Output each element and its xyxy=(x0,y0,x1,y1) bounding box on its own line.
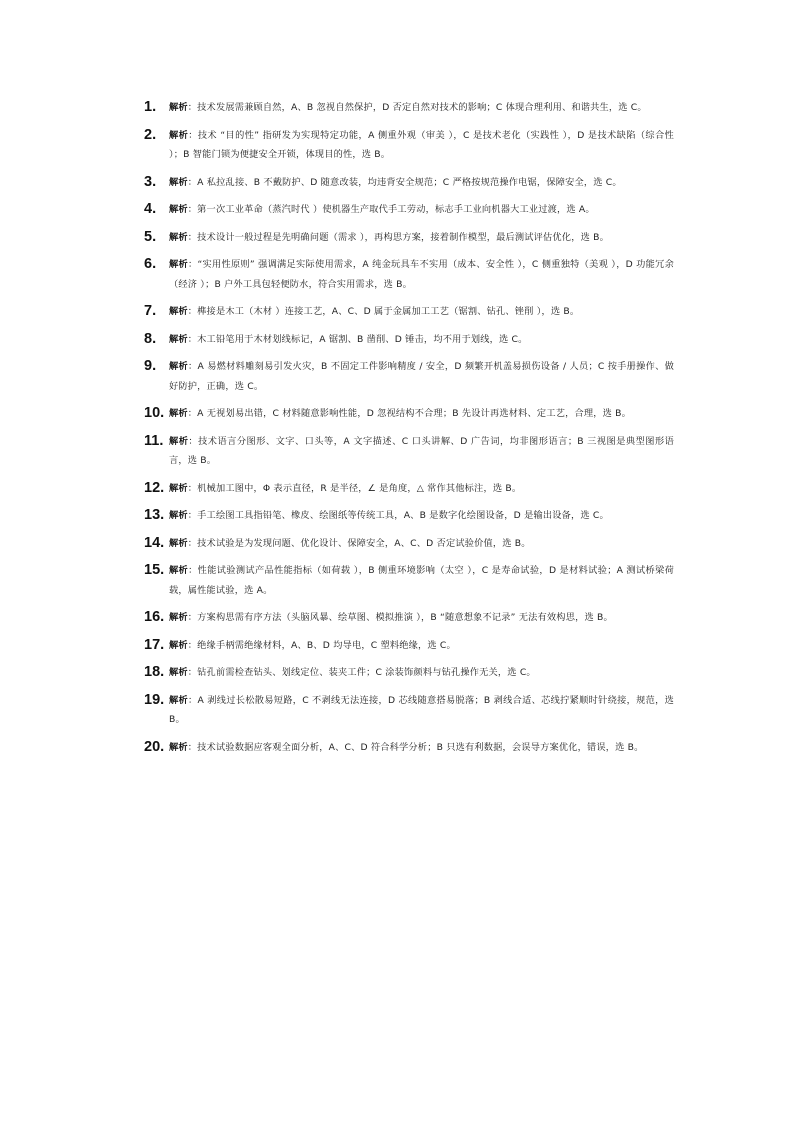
item-body xyxy=(169,691,674,730)
item-number: 17. xyxy=(144,636,165,653)
item-text: A 剥线过长松散易短路，C 不剥线无法连接，D 芯线随意搭易脱落；B 剥线合适、芯线拧紧顺时针绕接，规范，选 B。 xyxy=(169,694,674,725)
item-colon: ： xyxy=(188,435,199,447)
item-number: 5. xyxy=(144,228,157,245)
item-prefix: 解析 xyxy=(169,482,188,494)
item-prefix: 解析 xyxy=(169,129,189,141)
item-number: 7. xyxy=(144,303,157,319)
item-prefix: 解析 xyxy=(169,408,188,419)
item-body xyxy=(169,200,674,220)
item-body xyxy=(169,561,674,600)
item-number: 15. xyxy=(144,562,165,578)
item-colon: ： xyxy=(187,667,198,678)
item-number: 2. xyxy=(144,126,157,143)
item-body xyxy=(169,738,674,758)
item-text: A 易燃材料雕刻易引发火灾，B 不固定工件影响精度 / 安全，D 频繁开机盖易损伤设备 / 人员；C 按手册操作、做好防护，正确，选 C。 xyxy=(169,361,675,392)
item-text: 技术语言分图形、文字、口头等，A 文字描述、C 口头讲解、D 广告词，均非图形语言；B 三视图是典型图形语言，选 B。 xyxy=(169,435,675,466)
item-text: A 无视划易出错，C 材料随意影响性能，D 忽视结构不合理；B 先设计再选材料、定工艺，合理，选 B。 xyxy=(197,408,632,419)
item-prefix: 解析 xyxy=(169,694,188,706)
item-text: 绝缘手柄需绝缘材料，A、B、D 均导电，C 塑料绝缘，选 C。 xyxy=(197,639,456,651)
answer-item xyxy=(144,302,674,322)
answer-item xyxy=(144,228,674,248)
item-number: 14. xyxy=(144,534,165,551)
item-text: 技术 “目的性” 指研发为实现特定功能，A 侧重外观（审美 ），C 是技术老化（实践性 ），D 是技术缺陷（综合性 ）；B 智能门锁为便捷安全开锁，体现目的性，选 B。 xyxy=(169,129,675,160)
answer-item xyxy=(144,691,674,730)
answer-item xyxy=(144,126,674,165)
item-colon: ： xyxy=(187,639,198,651)
item-body xyxy=(169,608,674,628)
answer-item xyxy=(144,479,674,499)
item-colon: ： xyxy=(187,176,198,188)
item-number: 8. xyxy=(144,330,157,347)
item-colon: ： xyxy=(188,565,198,576)
item-body xyxy=(169,228,674,248)
item-body xyxy=(169,432,674,471)
item-prefix: 解析 xyxy=(169,667,188,678)
item-body xyxy=(169,663,674,683)
item-number: 9. xyxy=(144,358,157,374)
item-number: 1. xyxy=(144,99,157,115)
item-prefix: 解析 xyxy=(169,333,188,345)
item-prefix: 解析 xyxy=(169,176,188,188)
item-number: 16. xyxy=(144,609,165,625)
item-body xyxy=(169,173,674,193)
item-prefix: 解析 xyxy=(169,102,188,113)
item-colon: ： xyxy=(187,482,198,494)
answer-item xyxy=(144,200,674,220)
item-prefix: 解析 xyxy=(169,741,188,753)
item-prefix: 解析 xyxy=(169,259,188,270)
item-colon: ： xyxy=(187,204,198,215)
item-body xyxy=(169,126,674,165)
item-prefix: 解析 xyxy=(169,435,189,447)
item-body xyxy=(169,357,674,396)
item-body xyxy=(169,98,674,118)
item-text: 第一次工业革命（蒸汽时代 ）使机器生产取代手工劳动，标志手工业向机器大工业过渡，选 A。 xyxy=(197,204,595,215)
item-number: 3. xyxy=(144,173,157,190)
item-prefix: 解析 xyxy=(169,639,188,651)
item-prefix: 解析 xyxy=(169,612,188,623)
item-text: 方案构思需有序方法（头脑风暴、绘草图、模拟推演 ），B “随意想象不记录” 无法有效构思，选 B。 xyxy=(197,612,613,623)
item-body xyxy=(169,479,674,499)
item-number: 4. xyxy=(144,201,157,217)
item-number: 6. xyxy=(144,256,157,272)
item-text: 技术试验是为发现问题、优化设计、保障安全，A、C、D 否定试验价值，选 B。 xyxy=(197,537,531,549)
item-colon: ： xyxy=(188,694,198,706)
item-number: 11. xyxy=(144,432,164,449)
answer-item xyxy=(144,404,674,424)
item-text: 榫接是木工（木材 ）连接工艺，A、C、D 属于金属加工工艺（锯割、钻孔、锉削 ），选 B。 xyxy=(197,306,580,317)
answer-item xyxy=(144,255,674,294)
item-colon: ： xyxy=(188,129,198,141)
item-number: 13. xyxy=(144,507,165,523)
item-prefix: 解析 xyxy=(169,306,188,317)
item-body xyxy=(169,506,674,526)
item-number: 20. xyxy=(144,738,165,755)
answer-item xyxy=(144,608,674,628)
answer-item xyxy=(144,357,674,396)
item-body xyxy=(169,636,674,656)
item-prefix: 解析 xyxy=(169,537,188,549)
item-colon: ： xyxy=(187,510,198,521)
item-prefix: 解析 xyxy=(169,565,189,576)
item-body xyxy=(169,302,674,322)
item-colon: ： xyxy=(187,612,198,623)
item-colon: ： xyxy=(187,306,198,317)
item-text: 性能试验测试产品性能指标（如荷载 ），B 侧重环境影响（太空 ），C 是寿命试验，D 是材料试验；A 测试桥梁荷载，属性能试验，选 A。 xyxy=(169,565,675,596)
item-colon: ： xyxy=(187,408,198,419)
item-text: 手工绘图工具指铅笔、橡皮、绘图纸等传统工具，A、B 是数字化绘图设备，D 是输出设备，选 C。 xyxy=(197,510,609,521)
answer-item xyxy=(144,173,674,193)
answer-item xyxy=(144,506,674,526)
item-text: A 私拉乱接、B 不戴防护、D 随意改装，均违背安全规范；C 严格按规范操作电锯，保障安全，选 C。 xyxy=(197,176,622,188)
item-number: 10. xyxy=(144,405,165,421)
item-prefix: 解析 xyxy=(169,231,188,243)
item-number: 12. xyxy=(144,479,165,496)
answer-item xyxy=(144,663,674,683)
item-body xyxy=(169,404,674,424)
answer-item xyxy=(144,432,674,471)
answer-item xyxy=(144,636,674,656)
item-prefix: 解析 xyxy=(169,361,188,372)
item-colon: ： xyxy=(187,259,198,270)
item-colon: ： xyxy=(187,102,198,113)
item-colon: ： xyxy=(187,537,198,549)
answer-item xyxy=(144,738,674,758)
item-colon: ： xyxy=(187,361,198,372)
item-text: 机械加工图中，Φ 表示直径，R 是半径，∠ 是角度，△ 常作其他标注，选 B。 xyxy=(197,482,522,494)
answer-item xyxy=(144,561,674,600)
item-text: 技术发展需兼顾自然，A、B 忽视自然保护，D 否定自然对技术的影响；C 体现合理利用、和谐共生，选 C。 xyxy=(197,102,647,113)
item-prefix: 解析 xyxy=(169,510,188,521)
answer-item xyxy=(144,98,674,118)
item-colon: ： xyxy=(187,231,198,243)
item-number: 18. xyxy=(144,664,165,680)
answer-list xyxy=(144,98,674,765)
item-text: 技术试验数据应客观全面分析，A、C、D 符合科学分析；B 只选有利数据，会误导方案优化，错误，选 B。 xyxy=(197,741,644,753)
item-number: 19. xyxy=(144,691,165,708)
item-colon: ： xyxy=(187,741,198,753)
item-body xyxy=(169,255,674,294)
item-text: 木工铅笔用于木材划线标记，A 锯割、B 凿削、D 锤击，均不用于划线，选 C。 xyxy=(197,333,528,345)
item-text: 钻孔前需检查钻头、划线定位、装夹工件；C 涂装饰颜料与钻孔操作无关，选 C。 xyxy=(197,667,536,678)
item-colon: ： xyxy=(187,333,198,345)
item-body xyxy=(169,534,674,554)
item-text: “实用性原则” 强调满足实际使用需求，A 纯金玩具车不实用（成本、安全性 ），C 侧重独特（美观 ），D 功能冗余（经济 ）；B 户外工具包轻便防水，符合实用需求，选 B。 xyxy=(169,259,674,290)
answer-item xyxy=(144,534,674,554)
item-body xyxy=(169,330,674,350)
item-text: 技术设计一般过程是先明确问题（需求 ），再构思方案，接着制作模型，最后测试评估优化，选 B。 xyxy=(197,231,609,243)
answer-item xyxy=(144,330,674,350)
item-prefix: 解析 xyxy=(169,204,188,215)
